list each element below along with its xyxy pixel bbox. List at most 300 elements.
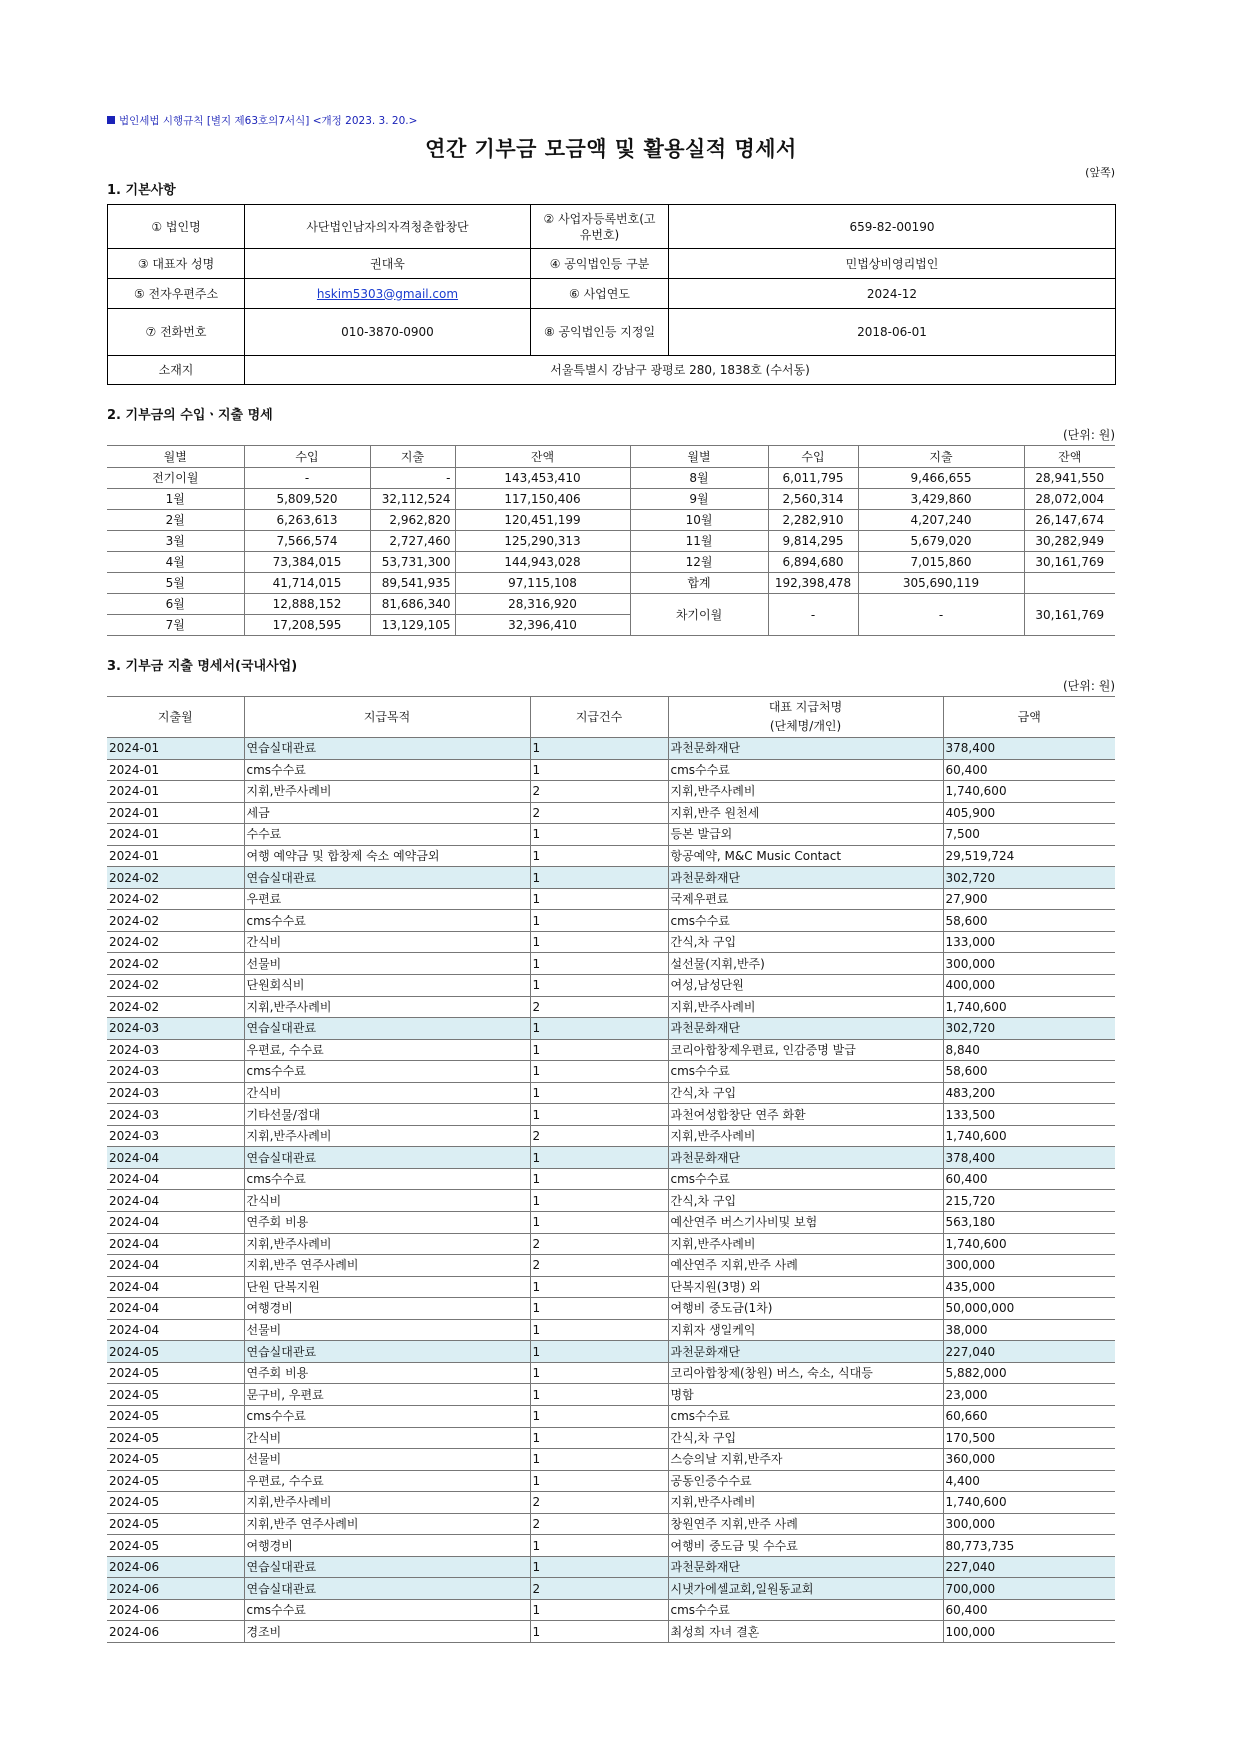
expense-unit: (단위: 원): [1063, 679, 1115, 693]
table-row: [107, 1427, 1115, 1449]
expense-month-cell: 2024-03: [107, 1082, 244, 1104]
income-cell: -: [244, 468, 370, 489]
balance-cell: 117,150,406: [455, 489, 630, 510]
expense-cell: 2,962,820: [370, 510, 455, 531]
table-row: [107, 1233, 1115, 1255]
table-row: [107, 738, 1115, 760]
expense-purpose-cell: cms수수료: [244, 1599, 530, 1621]
expense-amount-cell: 60,400: [943, 1168, 1115, 1190]
expense-payee-cell: 공동인증수수료: [668, 1470, 943, 1492]
expense-purpose-cell: 세금: [244, 802, 530, 824]
expense-purpose-cell: 지휘,반주 연주사례비: [244, 1513, 530, 1535]
expense-purpose-cell: 우편료, 수수료: [244, 1470, 530, 1492]
expense-header-row: [107, 697, 1115, 738]
expense-amount-cell: 483,200: [943, 1082, 1115, 1104]
expense-payee-cell: 과천문화재단: [668, 867, 943, 889]
expense-count-cell: 1: [530, 1535, 668, 1557]
expense-payee-cell: 과천문화재단: [668, 1556, 943, 1578]
table-row: [107, 1061, 1115, 1083]
expense-purpose-cell: cms수수료: [244, 1405, 530, 1427]
expense-purpose-cell: 간식비: [244, 931, 530, 953]
expense-month-cell: 2024-06: [107, 1556, 244, 1578]
expense-amount-cell: 27,900: [943, 888, 1115, 910]
expense-payee-cell: 스승의날 지휘,반주자: [668, 1449, 943, 1471]
expense-payee-cell: 코리아합창제(창원) 버스, 숙소, 식대등: [668, 1362, 943, 1384]
expense-purpose-cell: 연주회 비용: [244, 1362, 530, 1384]
expense-payee-cell: 여성,남성단원: [668, 975, 943, 997]
expense-purpose-cell: 수수료: [244, 824, 530, 846]
expense-detail-table: [107, 696, 1115, 1643]
expense-count-cell: 1: [530, 867, 668, 889]
regulation-text: 법인세법 시행규칙 [별지 제63호의7서식] <개정 2023. 3. 20.>: [119, 115, 418, 127]
expense-count-cell: 1: [530, 1427, 668, 1449]
expense-amount-cell: 435,000: [943, 1276, 1115, 1298]
table-row: [107, 1449, 1115, 1471]
expense-cell: 89,541,935: [370, 573, 455, 594]
table-row: [107, 845, 1115, 867]
expense-payee-cell: 여행비 중도금 및 수수료: [668, 1535, 943, 1557]
expense-purpose-cell: 간식비: [244, 1427, 530, 1449]
income-header-cell: 월별: [630, 446, 768, 468]
expense-purpose-cell: 경조비: [244, 1621, 530, 1643]
expense-purpose-cell: 간식비: [244, 1190, 530, 1212]
income-expense-table: [107, 445, 1115, 636]
expense-count-cell: 1: [530, 888, 668, 910]
expense-amount-cell: 378,400: [943, 738, 1115, 760]
expense-month-cell: 2024-02: [107, 975, 244, 997]
expense-amount-cell: 58,600: [943, 910, 1115, 932]
expense-payee-cell: 시냇가에셀교회,일원동교회: [668, 1578, 943, 1600]
year-label: ⑥ 사업연도: [531, 279, 669, 309]
month-cell: 5월: [107, 573, 244, 594]
expense-payee-cell: 여행비 중도금(1차): [668, 1298, 943, 1320]
month-cell: 1월: [107, 489, 244, 510]
balance-cell: 32,396,410: [455, 615, 630, 636]
expense-payee-cell: 과천문화재단: [668, 1018, 943, 1040]
document-page: [107, 114, 1115, 1643]
table-row: [107, 1405, 1115, 1427]
month-cell: 9월: [630, 489, 768, 510]
table-row: [107, 1492, 1115, 1514]
month-cell: 8월: [630, 468, 768, 489]
expense-count-cell: 2: [530, 996, 668, 1018]
col-count-header: 지급건수: [530, 697, 668, 738]
expense-count-cell: 1: [530, 1082, 668, 1104]
balance-cell: 143,453,410: [455, 468, 630, 489]
email-link[interactable]: hskim5303@gmail.com: [316, 286, 459, 301]
expense-count-cell: 1: [530, 1470, 668, 1492]
expense-amount-cell: 100,000: [943, 1621, 1115, 1643]
expense-month-cell: 2024-06: [107, 1599, 244, 1621]
expense-count-cell: 1: [530, 1061, 668, 1083]
month-cell: 12월: [630, 552, 768, 573]
table-row: [107, 1599, 1115, 1621]
expense-month-cell: 2024-04: [107, 1255, 244, 1277]
expense-month-cell: 2024-04: [107, 1212, 244, 1234]
expense-count-cell: 1: [530, 1039, 668, 1061]
table-row: [107, 1039, 1115, 1061]
month-cell: 11월: [630, 531, 768, 552]
income-row: [107, 468, 1115, 489]
section-income-title: 2. 기부금의 수입ㆍ지출 명세: [107, 408, 273, 423]
section-expense-title: 3. 기부금 지출 명세서(국내사업): [107, 659, 298, 674]
expense-payee-cell: 지휘,반주사례비: [668, 1233, 943, 1255]
expense-month-cell: 2024-05: [107, 1513, 244, 1535]
expense-month-cell: 2024-02: [107, 867, 244, 889]
expense-count-cell: 1: [530, 1190, 668, 1212]
expense-payee-cell: 간식,차 구입: [668, 931, 943, 953]
phone-label: ⑦ 전화번호: [108, 309, 245, 356]
balance-cell: 30,161,769: [1024, 552, 1115, 573]
table-row: [107, 931, 1115, 953]
carry-month-cell: 차기이월: [630, 594, 768, 636]
expense-amount-cell: 7,500: [943, 824, 1115, 846]
rep-value: 권대욱: [245, 249, 531, 279]
table-row: [107, 1470, 1115, 1492]
expense-month-cell: 2024-04: [107, 1233, 244, 1255]
expense-payee-cell: 지휘자 생일케익: [668, 1319, 943, 1341]
expense-count-cell: 1: [530, 1384, 668, 1406]
expense-payee-cell: cms수수료: [668, 1168, 943, 1190]
expense-amount-cell: 227,040: [943, 1556, 1115, 1578]
table-row: [107, 1384, 1115, 1406]
expense-count-cell: 1: [530, 1018, 668, 1040]
table-row: [107, 1104, 1115, 1126]
address-label: 소재지: [108, 356, 245, 385]
expense-purpose-cell: 단원 단복지원: [244, 1276, 530, 1298]
expense-payee-cell: 예산연주 버스기사비및 보험: [668, 1212, 943, 1234]
balance-cell: 144,943,028: [455, 552, 630, 573]
email-label: ⑤ 전자우편주소: [108, 279, 245, 309]
expense-purpose-cell: 연습실대관료: [244, 867, 530, 889]
expense-count-cell: 2: [530, 1233, 668, 1255]
income-header-cell: 잔액: [1024, 446, 1115, 468]
expense-amount-cell: 4,400: [943, 1470, 1115, 1492]
income-row: [107, 510, 1115, 531]
expense-month-cell: 2024-01: [107, 824, 244, 846]
expense-cell: 81,686,340: [370, 594, 455, 615]
expense-count-cell: 2: [530, 802, 668, 824]
expense-count-cell: 2: [530, 1578, 668, 1600]
expense-purpose-cell: 지휘,반주사례비: [244, 781, 530, 803]
table-row: [107, 1125, 1115, 1147]
balance-cell: 120,451,199: [455, 510, 630, 531]
expense-payee-cell: 등본 발급외: [668, 824, 943, 846]
expense-count-cell: 1: [530, 1168, 668, 1190]
phone-value: 010-3870-0900: [245, 309, 531, 356]
expense-payee-cell: 코리아합창제우편료, 인감증명 발급: [668, 1039, 943, 1061]
table-row: [107, 996, 1115, 1018]
table-row: [107, 1556, 1115, 1578]
expense-cell: 32,112,524: [370, 489, 455, 510]
month-cell: 합계: [630, 573, 768, 594]
expense-month-cell: 2024-06: [107, 1621, 244, 1643]
expense-amount-cell: 80,773,735: [943, 1535, 1115, 1557]
expense-month-cell: 2024-02: [107, 996, 244, 1018]
expense-month-cell: 2024-04: [107, 1190, 244, 1212]
expense-payee-cell: cms수수료: [668, 1599, 943, 1621]
income-cell: 7,566,574: [244, 531, 370, 552]
income-row: [107, 573, 1115, 594]
expense-purpose-cell: 여행경비: [244, 1298, 530, 1320]
expense-month-cell: 2024-03: [107, 1061, 244, 1083]
balance-cell: 97,115,108: [455, 573, 630, 594]
expense-month-cell: 2024-01: [107, 802, 244, 824]
col-purpose-header: 지급목적: [244, 697, 530, 738]
expense-count-cell: 2: [530, 1255, 668, 1277]
corp-name-label: ① 법인명: [108, 205, 245, 249]
expense-purpose-cell: 여행 예약금 및 합창제 숙소 예약금외: [244, 845, 530, 867]
table-row: [107, 910, 1115, 932]
expense-month-cell: 2024-03: [107, 1125, 244, 1147]
expense-payee-cell: 지휘,반주사례비: [668, 1125, 943, 1147]
expense-amount-cell: 700,000: [943, 1578, 1115, 1600]
designated-value: 2018-06-01: [669, 309, 1116, 356]
month-cell: 7월: [107, 615, 244, 636]
month-cell: 3월: [107, 531, 244, 552]
expense-month-cell: 2024-04: [107, 1168, 244, 1190]
income-cell: 73,384,015: [244, 552, 370, 573]
carry-in-cell: -: [768, 594, 858, 636]
expense-purpose-cell: 우편료: [244, 888, 530, 910]
expense-count-cell: 1: [530, 738, 668, 760]
expense-purpose-cell: 문구비, 우편료: [244, 1384, 530, 1406]
expense-count-cell: 1: [530, 975, 668, 997]
expense-count-cell: 1: [530, 1556, 668, 1578]
expense-payee-cell: 창원연주 지휘,반주 사례: [668, 1513, 943, 1535]
expense-count-cell: 1: [530, 824, 668, 846]
col-payee-header: 대표 지급처명 (단체명/개인): [668, 697, 943, 738]
table-row: [107, 1147, 1115, 1169]
expense-amount-cell: 60,400: [943, 759, 1115, 781]
rep-label: ③ 대표자 성명: [108, 249, 245, 279]
income-header-cell: 수입: [768, 446, 858, 468]
month-cell: 10월: [630, 510, 768, 531]
expense-amount-cell: 5,882,000: [943, 1362, 1115, 1384]
address-value: 서울특별시 강남구 광평로 280, 1838호 (수서동): [245, 356, 1116, 385]
expense-cell: 2,727,460: [370, 531, 455, 552]
expense-purpose-cell: 선물비: [244, 1319, 530, 1341]
income-cell: 6,894,680: [768, 552, 858, 573]
balance-cell: 125,290,313: [455, 531, 630, 552]
income-cell: 5,809,520: [244, 489, 370, 510]
month-cell: 2월: [107, 510, 244, 531]
expense-purpose-cell: 연습실대관료: [244, 1556, 530, 1578]
expense-amount-cell: 300,000: [943, 1255, 1115, 1277]
expense-payee-cell: 단복지원(3명) 외: [668, 1276, 943, 1298]
expense-amount-cell: 29,519,724: [943, 845, 1115, 867]
expense-amount-cell: 58,600: [943, 1061, 1115, 1083]
expense-month-cell: 2024-04: [107, 1298, 244, 1320]
expense-amount-cell: 360,000: [943, 1449, 1115, 1471]
corp-name-value: 사단법인남자의자격청춘합창단: [245, 205, 531, 249]
table-row: [107, 824, 1115, 846]
basic-info-table: [107, 204, 1116, 385]
income-row: [107, 531, 1115, 552]
income-header-cell: 지출: [858, 446, 1024, 468]
expense-count-cell: 1: [530, 1621, 668, 1643]
income-unit: (단위: 원): [1063, 428, 1115, 442]
expense-count-cell: 1: [530, 910, 668, 932]
expense-purpose-cell: 지휘,반주 연주사례비: [244, 1255, 530, 1277]
expense-amount-cell: 8,840: [943, 1039, 1115, 1061]
expense-cell: 53,731,300: [370, 552, 455, 573]
expense-month-cell: 2024-02: [107, 910, 244, 932]
expense-month-cell: 2024-02: [107, 888, 244, 910]
expense-cell: 13,129,105: [370, 615, 455, 636]
year-value: 2024-12: [669, 279, 1116, 309]
expense-amount-cell: 302,720: [943, 867, 1115, 889]
expense-payee-cell: 과천문화재단: [668, 1341, 943, 1363]
expense-month-cell: 2024-04: [107, 1319, 244, 1341]
expense-month-cell: 2024-05: [107, 1384, 244, 1406]
expense-amount-cell: 1,740,600: [943, 1233, 1115, 1255]
table-row: [107, 759, 1115, 781]
month-cell: 6월: [107, 594, 244, 615]
table-row: [107, 1168, 1115, 1190]
expense-purpose-cell: 연습실대관료: [244, 738, 530, 760]
expense-purpose-cell: 간식비: [244, 1082, 530, 1104]
table-row: [107, 1298, 1115, 1320]
section-basic-title: 1. 기본사항: [107, 183, 176, 198]
expense-purpose-cell: 지휘,반주사례비: [244, 1125, 530, 1147]
expense-count-cell: 1: [530, 1212, 668, 1234]
expense-payee-cell: 지휘,반주사례비: [668, 1492, 943, 1514]
expense-month-cell: 2024-05: [107, 1405, 244, 1427]
income-header-cell: 잔액: [455, 446, 630, 468]
income-cell: 12,888,152: [244, 594, 370, 615]
table-row: [107, 781, 1115, 803]
expense-month-cell: 2024-05: [107, 1427, 244, 1449]
expense-count-cell: 1: [530, 759, 668, 781]
balance-cell: 28,941,550: [1024, 468, 1115, 489]
table-row: [107, 1578, 1115, 1600]
table-row: [107, 1621, 1115, 1643]
table-row: [107, 975, 1115, 997]
income-row: [107, 552, 1115, 573]
expense-payee-cell: 설선물(지휘,반주): [668, 953, 943, 975]
expense-month-cell: 2024-01: [107, 759, 244, 781]
expense-amount-cell: 563,180: [943, 1212, 1115, 1234]
month-cell: 4월: [107, 552, 244, 573]
table-row: [107, 1319, 1115, 1341]
expense-month-cell: 2024-02: [107, 931, 244, 953]
expense-count-cell: 1: [530, 953, 668, 975]
expense-amount-cell: 170,500: [943, 1427, 1115, 1449]
income-row: [107, 594, 1115, 615]
expense-payee-cell: 과천문화재단: [668, 738, 943, 760]
expense-purpose-cell: 기타선물/접대: [244, 1104, 530, 1126]
table-row: [107, 1082, 1115, 1104]
balance-cell: 26,147,674: [1024, 510, 1115, 531]
expense-cell: 9,466,655: [858, 468, 1024, 489]
income-cell: 6,011,795: [768, 468, 858, 489]
biz-no-value: 659-82-00190: [669, 205, 1116, 249]
income-header-cell: 지출: [370, 446, 455, 468]
expense-count-cell: 1: [530, 1276, 668, 1298]
income-cell: 2,560,314: [768, 489, 858, 510]
table-row: [107, 1535, 1115, 1557]
expense-month-cell: 2024-05: [107, 1492, 244, 1514]
balance-cell: 30,282,949: [1024, 531, 1115, 552]
expense-purpose-cell: 연습실대관료: [244, 1147, 530, 1169]
income-cell: 9,814,295: [768, 531, 858, 552]
expense-month-cell: 2024-02: [107, 953, 244, 975]
income-cell: 192,398,478: [768, 573, 858, 594]
expense-month-cell: 2024-05: [107, 1362, 244, 1384]
income-header-row: [107, 446, 1115, 468]
expense-purpose-cell: 선물비: [244, 1449, 530, 1471]
expense-purpose-cell: 연주회 비용: [244, 1212, 530, 1234]
expense-count-cell: 1: [530, 845, 668, 867]
table-row: [107, 1190, 1115, 1212]
income-cell: 6,263,613: [244, 510, 370, 531]
regulation-note: [107, 114, 1115, 128]
expense-purpose-cell: 지휘,반주사례비: [244, 1233, 530, 1255]
expense-purpose-cell: cms수수료: [244, 1061, 530, 1083]
col-amount-header: 금액: [943, 697, 1115, 738]
expense-month-cell: 2024-01: [107, 738, 244, 760]
expense-count-cell: 1: [530, 1147, 668, 1169]
expense-amount-cell: 400,000: [943, 975, 1115, 997]
col-month-header: 지출월: [107, 697, 244, 738]
page-side-label: (앞쪽): [1085, 166, 1115, 179]
expense-count-cell: 2: [530, 1492, 668, 1514]
expense-month-cell: 2024-01: [107, 845, 244, 867]
biz-no-label: ② 사업자등록번호(고 유번호): [531, 205, 669, 249]
expense-payee-cell: 과천문화재단: [668, 1147, 943, 1169]
expense-amount-cell: 405,900: [943, 802, 1115, 824]
expense-purpose-cell: 여행경비: [244, 1535, 530, 1557]
expense-purpose-cell: 연습실대관료: [244, 1578, 530, 1600]
expense-count-cell: 1: [530, 1449, 668, 1471]
expense-payee-cell: cms수수료: [668, 1405, 943, 1427]
expense-purpose-cell: 연습실대관료: [244, 1018, 530, 1040]
expense-payee-cell: 예산연주 지휘,반주 사례: [668, 1255, 943, 1277]
document-title: 연간 기부금 모금액 및 활용실적 명세서: [425, 137, 797, 161]
balance-cell: 28,316,920: [455, 594, 630, 615]
expense-month-cell: 2024-04: [107, 1276, 244, 1298]
table-row: [107, 1513, 1115, 1535]
expense-count-cell: 1: [530, 1405, 668, 1427]
expense-month-cell: 2024-05: [107, 1341, 244, 1363]
email-cell: [245, 279, 531, 309]
expense-purpose-cell: cms수수료: [244, 759, 530, 781]
expense-month-cell: 2024-06: [107, 1578, 244, 1600]
expense-payee-cell: 항공예약, M&C Music Contact: [668, 845, 943, 867]
expense-month-cell: 2024-01: [107, 781, 244, 803]
balance-cell: 28,072,004: [1024, 489, 1115, 510]
expense-amount-cell: 300,000: [943, 953, 1115, 975]
expense-amount-cell: 1,740,600: [943, 996, 1115, 1018]
expense-purpose-cell: 지휘,반주사례비: [244, 1492, 530, 1514]
expense-cell: 3,429,860: [858, 489, 1024, 510]
expense-month-cell: 2024-05: [107, 1470, 244, 1492]
expense-month-cell: 2024-05: [107, 1535, 244, 1557]
expense-payee-cell: 지휘,반주 원천세: [668, 802, 943, 824]
expense-payee-cell: 국제우편료: [668, 888, 943, 910]
expense-cell: 4,207,240: [858, 510, 1024, 531]
expense-amount-cell: 1,740,600: [943, 781, 1115, 803]
expense-amount-cell: 133,500: [943, 1104, 1115, 1126]
table-row: [107, 888, 1115, 910]
expense-cell: 305,690,119: [858, 573, 1024, 594]
public-type-value: 민법상비영리법인: [669, 249, 1116, 279]
square-bullet-icon: [107, 116, 115, 124]
expense-count-cell: 2: [530, 1513, 668, 1535]
expense-amount-cell: 302,720: [943, 1018, 1115, 1040]
income-cell: 2,282,910: [768, 510, 858, 531]
